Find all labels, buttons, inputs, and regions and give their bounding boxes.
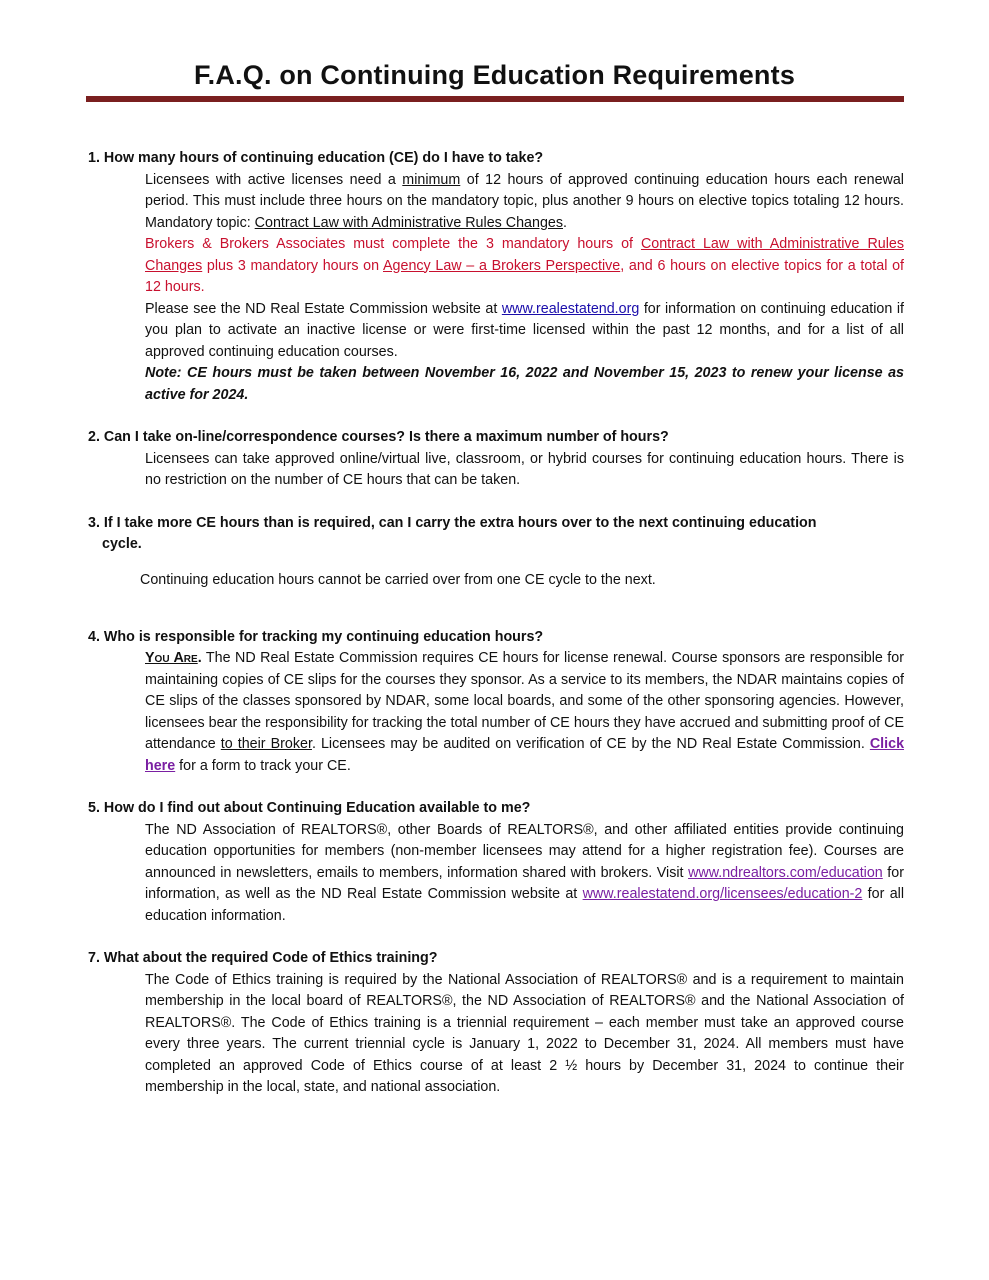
text: The ND Real Estate Commission requires CE hours for license renewal. Course sponsors are responsible for maintaining copies of CE slips for the courses they sponsor. As a service to its members, the NDAR maintains copies of CE slips of the classes sponsored by NDAR, some local boards, and some of the other sponsoring agencies. However, licensees bear the responsibility for tracking the total number of CE hours they have accrued and submitting proof of CE attendance: [145, 650, 904, 753]
ndrealtors-education-link[interactable]: www.ndrealtors.com/education: [688, 864, 883, 881]
question-4: 4. Who is responsible for tracking my continuing education hours?: [88, 628, 544, 645]
faq-item-5: [88, 798, 904, 927]
question-3-line-1: 3. If I take more CE hours than is required, can I carry the extra hours over to the next continuing education: [88, 514, 817, 531]
to-their-broker: to their Broker: [220, 736, 312, 753]
text: plus 3 mandatory hours on: [202, 257, 383, 274]
answer-4: [145, 648, 904, 777]
answer-2-text: Licensees can take approved online/virtual live, classroom, or hybrid courses for continuing education hours. There is no restriction on the number of CE hours that can be taken.: [145, 450, 904, 488]
faq-item-4: [88, 627, 904, 778]
faq-item-2: [88, 427, 904, 492]
answer-7-text: The Code of Ethics training is required by the National Association of REALTORS® and is a requirement to maintain membership in the local board of REALTORS®, the ND Association of REALTORS® and the National Association of REALTORS®. The Code of Ethics training is a triennial requirement – each member must take an approved course every three years. The current triennial cycle is January 1, 2022 to December 31, 2024. All members must have completed an approved Code of Ethics course of at least 2 ½ hours by December 31, 2024 to continue their membership in the local, state, and national association.: [145, 971, 904, 1096]
you-are-emphasis: You Are: [145, 650, 198, 667]
text: for all education information.: [145, 886, 904, 924]
question-2: 2. Can I take on-line/correspondence courses? Is there a maximum number of hours?: [88, 429, 669, 445]
answer-1: [145, 170, 904, 407]
text: Brokers & Brokers Associates must complete the 3 mandatory hours of: [145, 236, 641, 252]
broker-topic-contract-law: Contract Law with Administrative Rules Changes: [145, 236, 904, 274]
click-here-link[interactable]: Click here: [145, 736, 905, 774]
emphasis-minimum: minimum: [402, 171, 461, 188]
answer-4-text: [145, 648, 904, 777]
question-3-line-2: cycle.: [102, 536, 142, 552]
faq-item-3: [88, 513, 904, 592]
question-7: 7. What about the required Code of Ethics training?: [88, 950, 438, 967]
text: Please see the ND Real Estate Commission website at: [145, 300, 502, 317]
page-title: F.A.Q. on Continuing Education Requirements: [193, 60, 796, 90]
answer-1-paragraph-3: [145, 299, 904, 364]
answer-3: Continuing education hours cannot be carried over from one CE cycle to the next.: [140, 571, 656, 588]
answer-1-brokers-paragraph: [145, 234, 904, 299]
text: Licensees with active licenses need a: [145, 171, 403, 188]
text: . Licensees may be audited on verification of CE by the ND Real Estate Commission.: [311, 736, 870, 753]
text: for a form to track your CE.: [175, 757, 351, 774]
title-divider: [86, 96, 904, 102]
faq-item-7: [88, 948, 904, 1099]
mandatory-topic: Contract Law with Administrative Rules Changes: [254, 214, 563, 231]
answer-1-paragraph-1: [145, 170, 904, 235]
broker-topic-agency-law: Agency Law – a Brokers Perspective: [383, 257, 621, 274]
answer-5: [145, 820, 904, 928]
text: .: [197, 650, 202, 667]
answer-1-note: Note: CE hours must be taken between November 16, 2022 and November 15, 2023 to renew your license as active for 2024.: [145, 365, 904, 403]
faq-item-1: [88, 148, 904, 406]
question-3: [88, 513, 904, 556]
realestatend-education-link[interactable]: www.realestatend.org/licensees/education-2: [582, 886, 863, 903]
text: for information on continuing education if you plan to activate an inactive license or were first-time licensed within the past 12 months, and for a list of all approved continuing education courses.: [145, 300, 904, 360]
question-5: 5. How do I find out about Continuing Education available to me?: [88, 800, 531, 817]
answer-5-text: [145, 820, 904, 928]
text: The ND Association of REALTORS®, other Boards of REALTORS®, and other affiliated entities provide continuing education opportunities for members (non-member licensees may attend for a higher registration fee). Courses are announced in newsletters, emails to members, information shared with brokers. Visit: [145, 821, 904, 881]
text: of 12 hours of approved continuing education hours each renewal period. This must include three hours on the mandatory topic, plus another 9 hours on elective topics totaling 12 hours. Mandatory topic:: [145, 171, 904, 231]
text: , and 6 hours on elective topics for a total of 12 hours.: [145, 257, 904, 295]
faq-content: [88, 148, 904, 1099]
answer-7: [145, 970, 904, 1099]
question-1: 1. How many hours of continuing education (CE) do I have to take?: [88, 150, 544, 166]
text: for information, as well as the ND Real Estate Commission website at: [145, 864, 904, 903]
realestatend-link[interactable]: www.realestatend.org: [501, 300, 640, 317]
text: .: [563, 214, 567, 231]
answer-2: [145, 449, 904, 492]
